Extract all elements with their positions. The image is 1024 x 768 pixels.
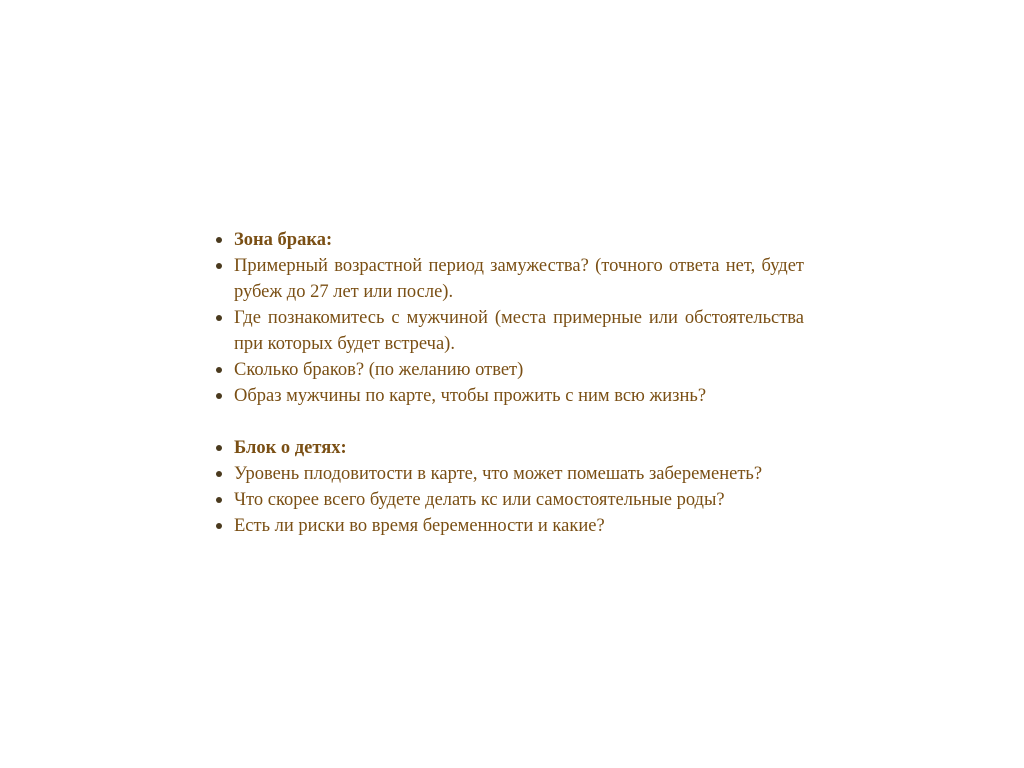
- questions-content: [214, 227, 804, 539]
- children-question-item: Уровень плодовитости в карте, что может помешать забеременеть?: [214, 461, 804, 487]
- children-section-heading: Блок о детях:: [214, 435, 804, 461]
- marriage-question-item: Где познакомитесь с мужчиной (места примерные или обстоятельства при которых будет встреча).: [214, 305, 804, 357]
- children-question-item: Есть ли риски во время беременности и какие?: [214, 513, 804, 539]
- marriage-section-heading: Зона брака:: [214, 227, 804, 253]
- marriage-question-item: Примерный возрастной период замужества? (точного ответа нет, будет рубеж до 27 лет или после).: [214, 253, 804, 305]
- children-section: [214, 435, 804, 539]
- section-spacer: [214, 409, 804, 435]
- children-question-item: Что скорее всего будете делать кс или самостоятельные роды?: [214, 487, 804, 513]
- marriage-question-item: Сколько браков? (по желанию ответ): [214, 357, 804, 383]
- marriage-section: [214, 227, 804, 409]
- marriage-question-item: Образ мужчины по карте, чтобы прожить с ним всю жизнь?: [214, 383, 804, 409]
